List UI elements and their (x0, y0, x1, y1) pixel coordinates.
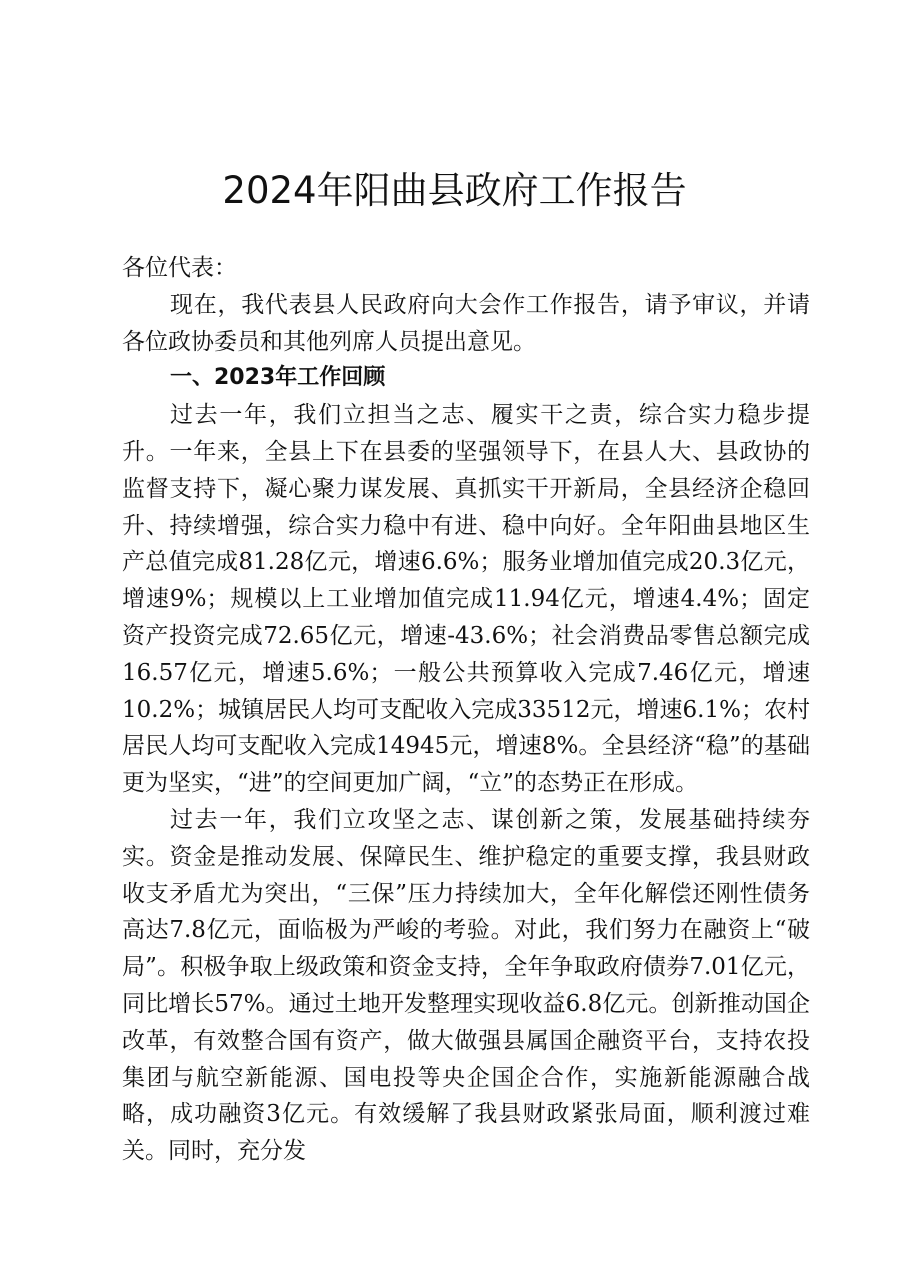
paragraph-review-2: 过去一年，我们立攻坚之志、谋创新之策，发展基础持续夯实。资金是推动发展、保障民生、维护稳定的重要支撑，我县财政收支矛盾尤为突出，“三保”压力持续加大，全年化解偿还刚性债务高达7.8亿元，面临极为严峻的考验。对此，我们努力在融资上“破局”。积极争取上级政策和资金支持，全年争取政府债券7.01亿元，同比增长57%。通过土地开发整理实现收益6.8亿元。创新推动国企改革，有效整合国有资产，做大做强县属国企融资平台，支持农投集团与航空新能源、国电投等央企国企合作，实施新能源融合战略，成功融资3亿元。有效缓解了我县财政紧张局面，顺利渡过难关。同时，充分发 (122, 806, 810, 1165)
section-heading: 一、2023年工作回顾 (170, 365, 386, 391)
paragraph-review-1: 过去一年，我们立担当之志、履实干之责，综合实力稳步提升。一年来，全县上下在县委的坚强领导下，在县人大、县政协的监督支持下，凝心聚力谋发展、真抓实干开新局，全县经济企稳回升、持续增强，综合实力稳中有进、稳中向好。全年阳曲县地区生产总值完成81.28亿元，增速6.6%；服务业增加值完成20.3亿元，增速9%；规模以上工业增加值完成11.94亿元，增速4.4%；固定资产投资完成72.65亿元，增速-43.6%；社会消费品零售总额完成16.57亿元，增速5.6%；一般公共预算收入完成7.46亿元，增速10.2%；城镇居民人均可支配收入完成33512元，增速6.1%；农村居民人均可支配收入完成14945元，增速8%。全县经济“稳”的基础更为坚实，“进”的空间更加广阔，“立”的态势正在形成。 (122, 402, 810, 797)
document-body (122, 250, 810, 1170)
salutation: 各位代表： (122, 255, 237, 281)
document-title: 2024年阳曲县政府工作报告 (222, 169, 687, 212)
intro-paragraph: 现在，我代表县人民政府向大会作工作报告，请予审议，并请各位政协委员和其他列席人员提出意见。 (122, 291, 810, 355)
